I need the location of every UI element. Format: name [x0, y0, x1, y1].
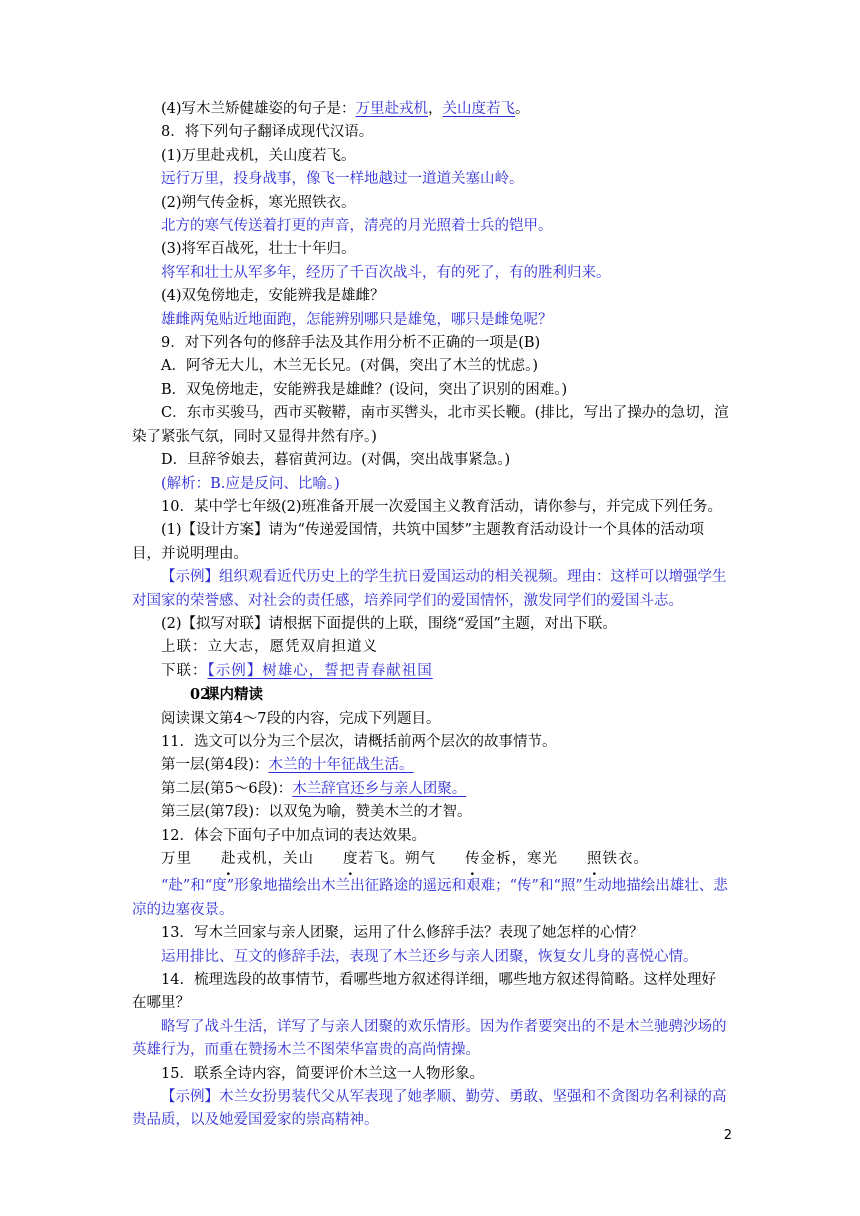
section-title: 课内精读: [205, 686, 263, 704]
reading-instruction: 阅读课文第4～7段的内容，完成下列题目。: [161, 710, 441, 727]
answer-blank: 木兰的十年征战生活。: [268, 757, 414, 774]
q15-title: 15．联系全诗内容，简要评价木兰这一人物形象。: [161, 1065, 484, 1082]
q13-answer: 运用排比、互文的修辞手法，表现了木兰还乡与亲人团聚，恢复女儿身的喜悦心情。: [161, 948, 698, 965]
couplet-lower: [132, 660, 730, 683]
text: 铁衣。: [602, 851, 649, 867]
q9-option-d: D．旦辞爷娘去，暮宿黄河边。(对偶，突出战事紧急。): [161, 452, 511, 469]
text: 下联：: [161, 662, 208, 679]
q9-title: 9．对下列各句的修辞手法及其作用分析不正确的一项是(B): [161, 335, 541, 352]
q14-title: 14．梳理选段的故事情节，看哪些地方叙述得详细，哪些地方叙述得简略。这样处理好在哪里？: [132, 972, 716, 1012]
q11-layer3: 第三层(第7段)：以双兔为喻，赞美木兰的才智。: [161, 804, 472, 821]
q8-item1: (1)万里赴戎机，关山度若飞。: [161, 147, 356, 164]
q8-title: 8．将下列句子翻译成现代汉语。: [161, 124, 374, 141]
q8-item3: (3)将军百战死，壮士十年归。: [161, 241, 356, 258]
answer-blank: 木兰辞官还乡与亲人团聚。: [292, 780, 467, 797]
section-number: 02: [190, 686, 211, 704]
q9-option-b: B．双兔傍地走，安能辨我是雄雌？(设问，突出了识别的困难。): [161, 381, 568, 398]
q11-title: 11．选文可以分为三个层次，请概括前两个层次的故事情节。: [161, 733, 557, 750]
q8-answer1: 远行万里，投身战事，像飞一样地越过一道道关塞山岭。: [161, 171, 524, 188]
dotted-word: 传: [465, 851, 481, 867]
q14-answer: 略写了战斗生活，详写了与亲人团聚的欢乐情形。因为作者要突出的不是木兰驰骋沙场的英雄行为，而重在赞扬木兰不图荣华富贵的高尚情操。: [132, 1018, 727, 1059]
q10-item2: (2)【拟写对联】请根据下面提供的上联，围绕“爱国”主题，对出下联。: [161, 615, 617, 632]
page-content: [132, 98, 730, 1133]
page-number: 2: [723, 1128, 732, 1143]
section-heading: [132, 683, 730, 707]
text: ，: [428, 101, 443, 117]
answer-blank: 万里赴戎机: [355, 101, 429, 117]
q15-answer: 【示例】木兰女扮男装代父从军表现了她孝顺、勤劳、勇敢、坚强和不贪图功名利禄的高贵品质，以及她爱国爱家的崇高精神。: [132, 1089, 727, 1129]
q8-item2: (2)朔气传金柝，寒光照铁衣。: [161, 194, 356, 211]
q8-answer3: 将军和壮士从军多年，经历了千百次战斗，有的死了，有的胜利归来。: [161, 264, 611, 281]
text: 万里: [161, 851, 192, 867]
answer-blank: 关山度若飞: [442, 101, 516, 117]
dotted-word: 照: [587, 851, 603, 867]
q12-answer: “赴”和“度”形象地描绘出木兰出征路途的遥远和艰难；“传”和“照”生动地描绘出雄壮、悲凉的边塞夜景。: [132, 878, 728, 918]
text: 。: [515, 101, 530, 117]
q13-title: 13．写木兰回家与亲人团聚，运用了什么修辞手法？表现了她怎样的心情？: [161, 925, 644, 942]
couplet-upper: 上联：立大志，愿凭双肩担道义: [161, 639, 378, 656]
q12-title: 12．体会下面句子中加点词的表达效果。: [161, 827, 426, 844]
text: 第一层(第4段)：: [161, 757, 269, 774]
text: 第二层(第5～6段)：: [161, 780, 293, 797]
text: 金柝，寒光: [480, 851, 558, 867]
dotted-word: 度: [343, 851, 359, 867]
q10-item1: (1)【设计方案】请为“传递爱国情，共筑中国梦”主题教育活动设计一个具体的活动项目，并说明理由。: [132, 522, 704, 562]
answer-blank: 【示例】树雄心，誓把青春献祖国: [207, 662, 433, 679]
q12-quote: [132, 848, 730, 871]
q9-analysis: (解析：B.应是反问、比喻。): [161, 475, 340, 492]
q8-item4: (4)双兔傍地走，安能辨我是雄雌？: [161, 288, 385, 305]
q11-layer1: [132, 754, 730, 777]
q8-answer2: 北方的寒气传送着打更的声音，清亮的月光照着士兵的铠甲。: [161, 218, 553, 235]
text: 若飞。朔气: [358, 851, 436, 867]
q11-layer2: [132, 778, 730, 801]
q9-option-c: C．东市买骏马，西市买鞍鞯，南市买辔头，北市买长鞭。(排比，写出了操办的急切，渲染了紧张气氛，同时又显得井然有序。): [132, 405, 729, 445]
q9-option-a: A．阿爷无大儿，木兰无长兄。(对偶，突出了木兰的忧虑。): [161, 358, 539, 375]
q8-answer4: 雄雌两兔贴近地面跑，怎能辨别哪只是雄兔，哪只是雌兔呢？: [161, 311, 553, 328]
q10-title: 10．某中学七年级(2)班准备开展一次爱国主义教育活动，请你参与，并完成下列任务。: [161, 498, 722, 515]
q7-item4: [132, 98, 730, 121]
dotted-word: 赴: [221, 851, 237, 867]
q10-answer1: 【示例】组织观看近代历史上的学生抗日爱国运动的相关视频。理由：这样可以增强学生对国家的荣誉感、对社会的责任感，培养同学们的爱国情怀，激发同学们的爱国斗志。: [132, 569, 727, 609]
text: (4)写木兰矫健雄姿的句子是：: [161, 101, 356, 117]
text: 戎机，关山: [236, 851, 314, 867]
